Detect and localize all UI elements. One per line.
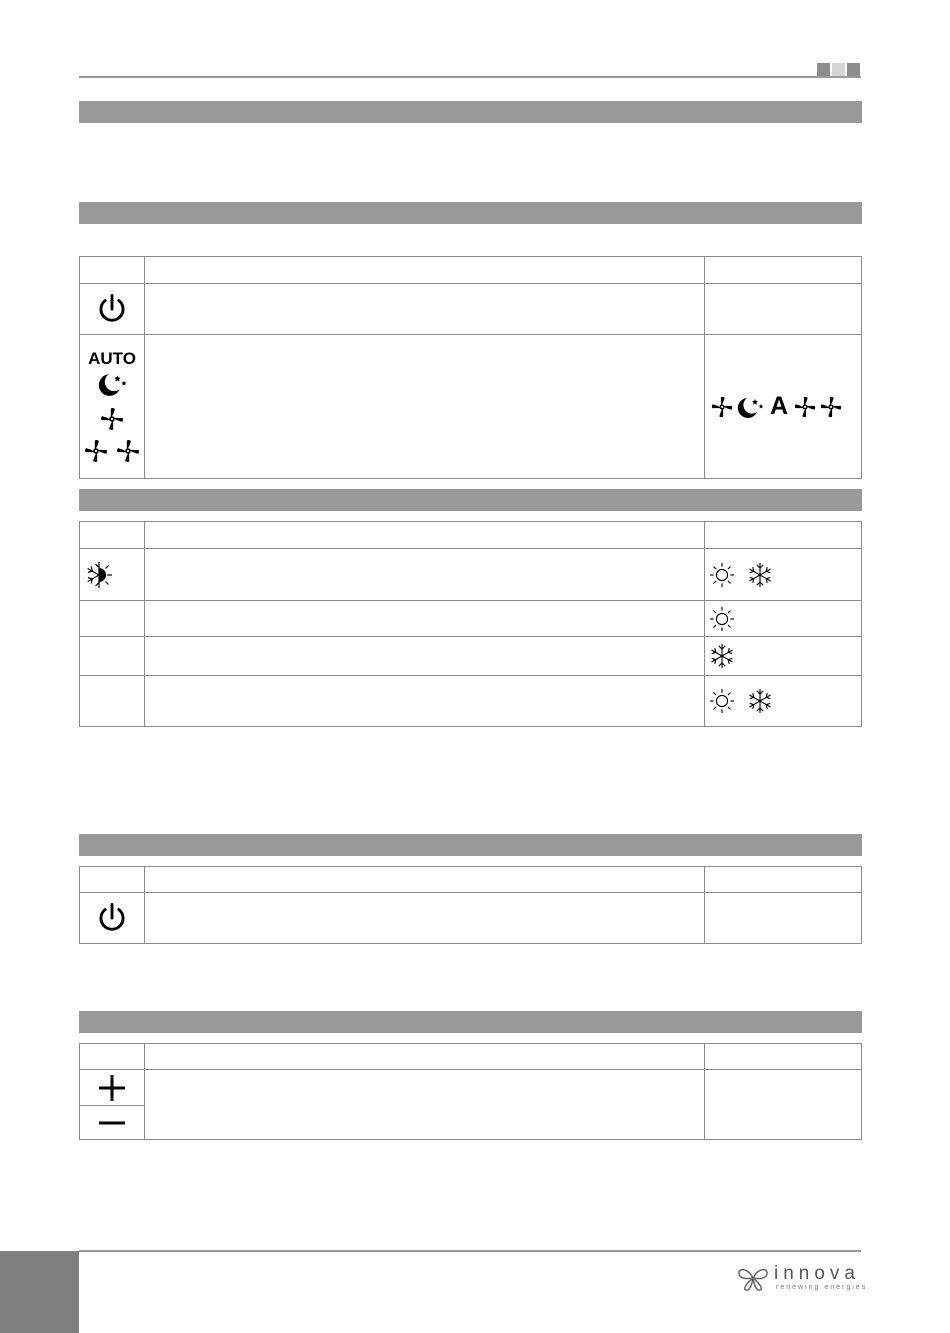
minus-icon <box>97 1118 127 1128</box>
table-plus-minus <box>79 1043 862 1140</box>
moon-stars-icon <box>735 395 765 419</box>
table-header-row <box>80 257 862 284</box>
sun-snowflake-mode-icon <box>84 560 114 590</box>
fan-icon <box>98 405 126 433</box>
table-row <box>80 637 862 676</box>
snowflake-icon <box>747 562 773 588</box>
snowflake-icon <box>747 688 773 714</box>
section-bar <box>79 1011 862 1033</box>
section-bar <box>79 489 862 511</box>
fan-icon <box>792 394 818 420</box>
table-row <box>80 284 862 335</box>
brand-name: innova <box>774 1263 860 1284</box>
moon-stars-icon <box>95 371 129 397</box>
power-icon <box>95 292 129 326</box>
brand-tagline: renewing energies <box>776 1284 868 1291</box>
footer-page-block <box>0 1251 79 1333</box>
table-mode <box>79 521 862 727</box>
table-header-row <box>80 1044 862 1070</box>
table-row <box>80 549 862 601</box>
innova-logo <box>736 1261 868 1295</box>
sun-icon <box>709 606 735 632</box>
table-header-row <box>80 522 862 549</box>
table-row <box>80 335 862 479</box>
header-rule <box>79 76 861 78</box>
table-power-fan <box>79 256 862 479</box>
page-marker-square <box>832 63 845 76</box>
fan-icon <box>818 394 844 420</box>
table-row <box>80 601 862 637</box>
table-header-row <box>80 867 862 893</box>
fan-indicator-strip <box>705 392 861 421</box>
table-power2 <box>79 866 862 944</box>
auto-label: AUTO <box>88 348 136 368</box>
section-bar <box>79 202 862 224</box>
butterfly-logo-icon <box>736 1263 770 1293</box>
plus-icon <box>97 1073 127 1103</box>
snowflake-icon <box>709 643 735 669</box>
double-fan-icon <box>80 437 144 465</box>
section-bar <box>79 834 862 856</box>
page-marker-square <box>817 63 830 76</box>
fan-icon <box>709 394 735 420</box>
section-bar <box>79 101 862 123</box>
auto-letter: A <box>770 392 789 420</box>
power-icon <box>95 901 129 935</box>
table-row <box>80 1070 862 1106</box>
page-marker-square <box>847 63 860 76</box>
sun-icon <box>709 562 735 588</box>
footer-rule <box>79 1250 861 1252</box>
sun-icon <box>709 688 735 714</box>
table-row <box>80 676 862 727</box>
table-row <box>80 893 862 944</box>
